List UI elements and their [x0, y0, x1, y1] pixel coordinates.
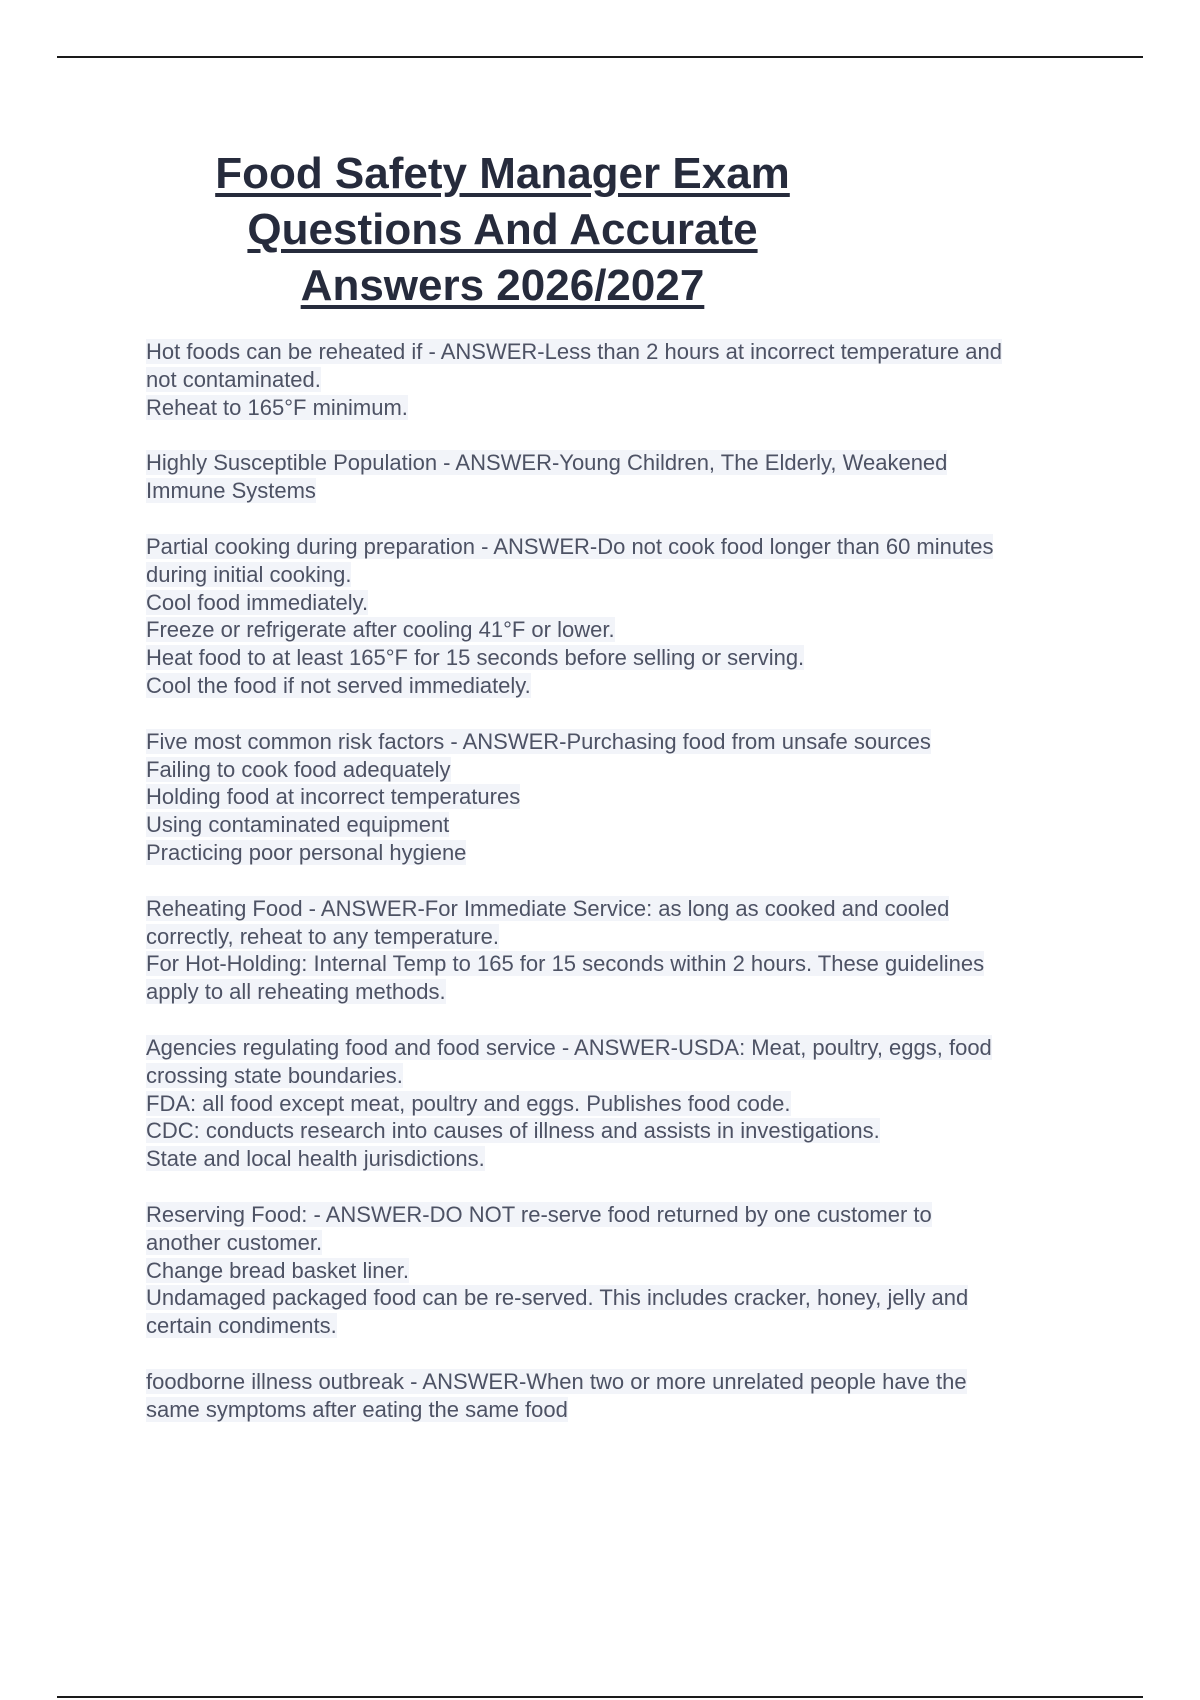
title-line: Food Safety Manager Exam [215, 149, 790, 198]
qa-entry [146, 895, 1106, 1006]
qa-line: Using contaminated equipment [146, 812, 450, 838]
qa-line: Practicing poor personal hygiene [146, 839, 467, 865]
qa-line: Reheating Food - ANSWER-For Immediate Service: as long as cooked and cooled [146, 895, 950, 921]
qa-line: not contaminated. [146, 366, 321, 392]
qa-line: Reheat to 165°F minimum. [146, 394, 408, 420]
qa-line: Reserving Food: - ANSWER-DO NOT re-serve food returned by one customer to [146, 1201, 932, 1227]
qa-line: crossing state boundaries. [146, 1062, 403, 1088]
qa-line: apply to all reheating methods. [146, 979, 446, 1005]
qa-line: Agencies regulating food and food service - ANSWER-USDA: Meat, poultry, eggs, food [146, 1034, 992, 1060]
qa-line: Highly Susceptible Population - ANSWER-Young Children, The Elderly, Weakened [146, 450, 948, 476]
qa-line: Undamaged packaged food can be re-served. This includes cracker, honey, jelly and [146, 1285, 969, 1311]
bottom-divider [57, 1696, 1143, 1698]
qa-line: Heat food to at least 165°F for 15 seconds before selling or serving. [146, 645, 805, 671]
qa-entry [146, 728, 1106, 867]
document-title [150, 146, 855, 314]
qa-line: Hot foods can be reheated if - ANSWER-Less than 2 hours at incorrect temperature and [146, 339, 1003, 364]
qa-line: State and local health jurisdictions. [146, 1146, 485, 1172]
qa-line: CDC: conducts research into causes of illness and assists in investigations. [146, 1118, 880, 1144]
qa-line: same symptoms after eating the same food [146, 1396, 568, 1422]
top-divider [57, 56, 1143, 58]
qa-line: Change bread basket liner. [146, 1257, 409, 1283]
title-line: Questions And Accurate [247, 205, 758, 254]
qa-entry [146, 1201, 1106, 1340]
qa-entry [146, 1368, 1106, 1424]
title-line: Answers 2026/2027 [300, 261, 705, 310]
qa-entry [146, 449, 1106, 505]
qa-line: Failing to cook food adequately [146, 756, 451, 782]
qa-line: correctly, reheat to any temperature. [146, 923, 499, 949]
qa-entry [146, 338, 1106, 421]
qa-line: FDA: all food except meat, poultry and eggs. Publishes food code. [146, 1090, 791, 1116]
qa-line: Five most common risk factors - ANSWER-Purchasing food from unsafe sources [146, 728, 931, 754]
qa-line: Freeze or refrigerate after cooling 41°F or lower. [146, 617, 615, 643]
qa-entry [146, 533, 1106, 700]
qa-entry [146, 1034, 1106, 1173]
qa-line: foodborne illness outbreak - ANSWER-When two or more unrelated people have the [146, 1368, 967, 1394]
qa-line: Immune Systems [146, 478, 316, 504]
qa-line: during initial cooking. [146, 561, 352, 587]
qa-list [146, 338, 1106, 1452]
qa-line: Holding food at incorrect temperatures [146, 784, 521, 810]
qa-line: certain condiments. [146, 1313, 337, 1339]
qa-line: Cool the food if not served immediately. [146, 672, 531, 698]
qa-line: For Hot-Holding: Internal Temp to 165 for 15 seconds within 2 hours. These guidelines [146, 951, 985, 977]
qa-line: Partial cooking during preparation - ANSWER-Do not cook food longer than 60 minutes [146, 533, 994, 559]
qa-line: another customer. [146, 1229, 323, 1255]
qa-line: Cool food immediately. [146, 589, 369, 615]
